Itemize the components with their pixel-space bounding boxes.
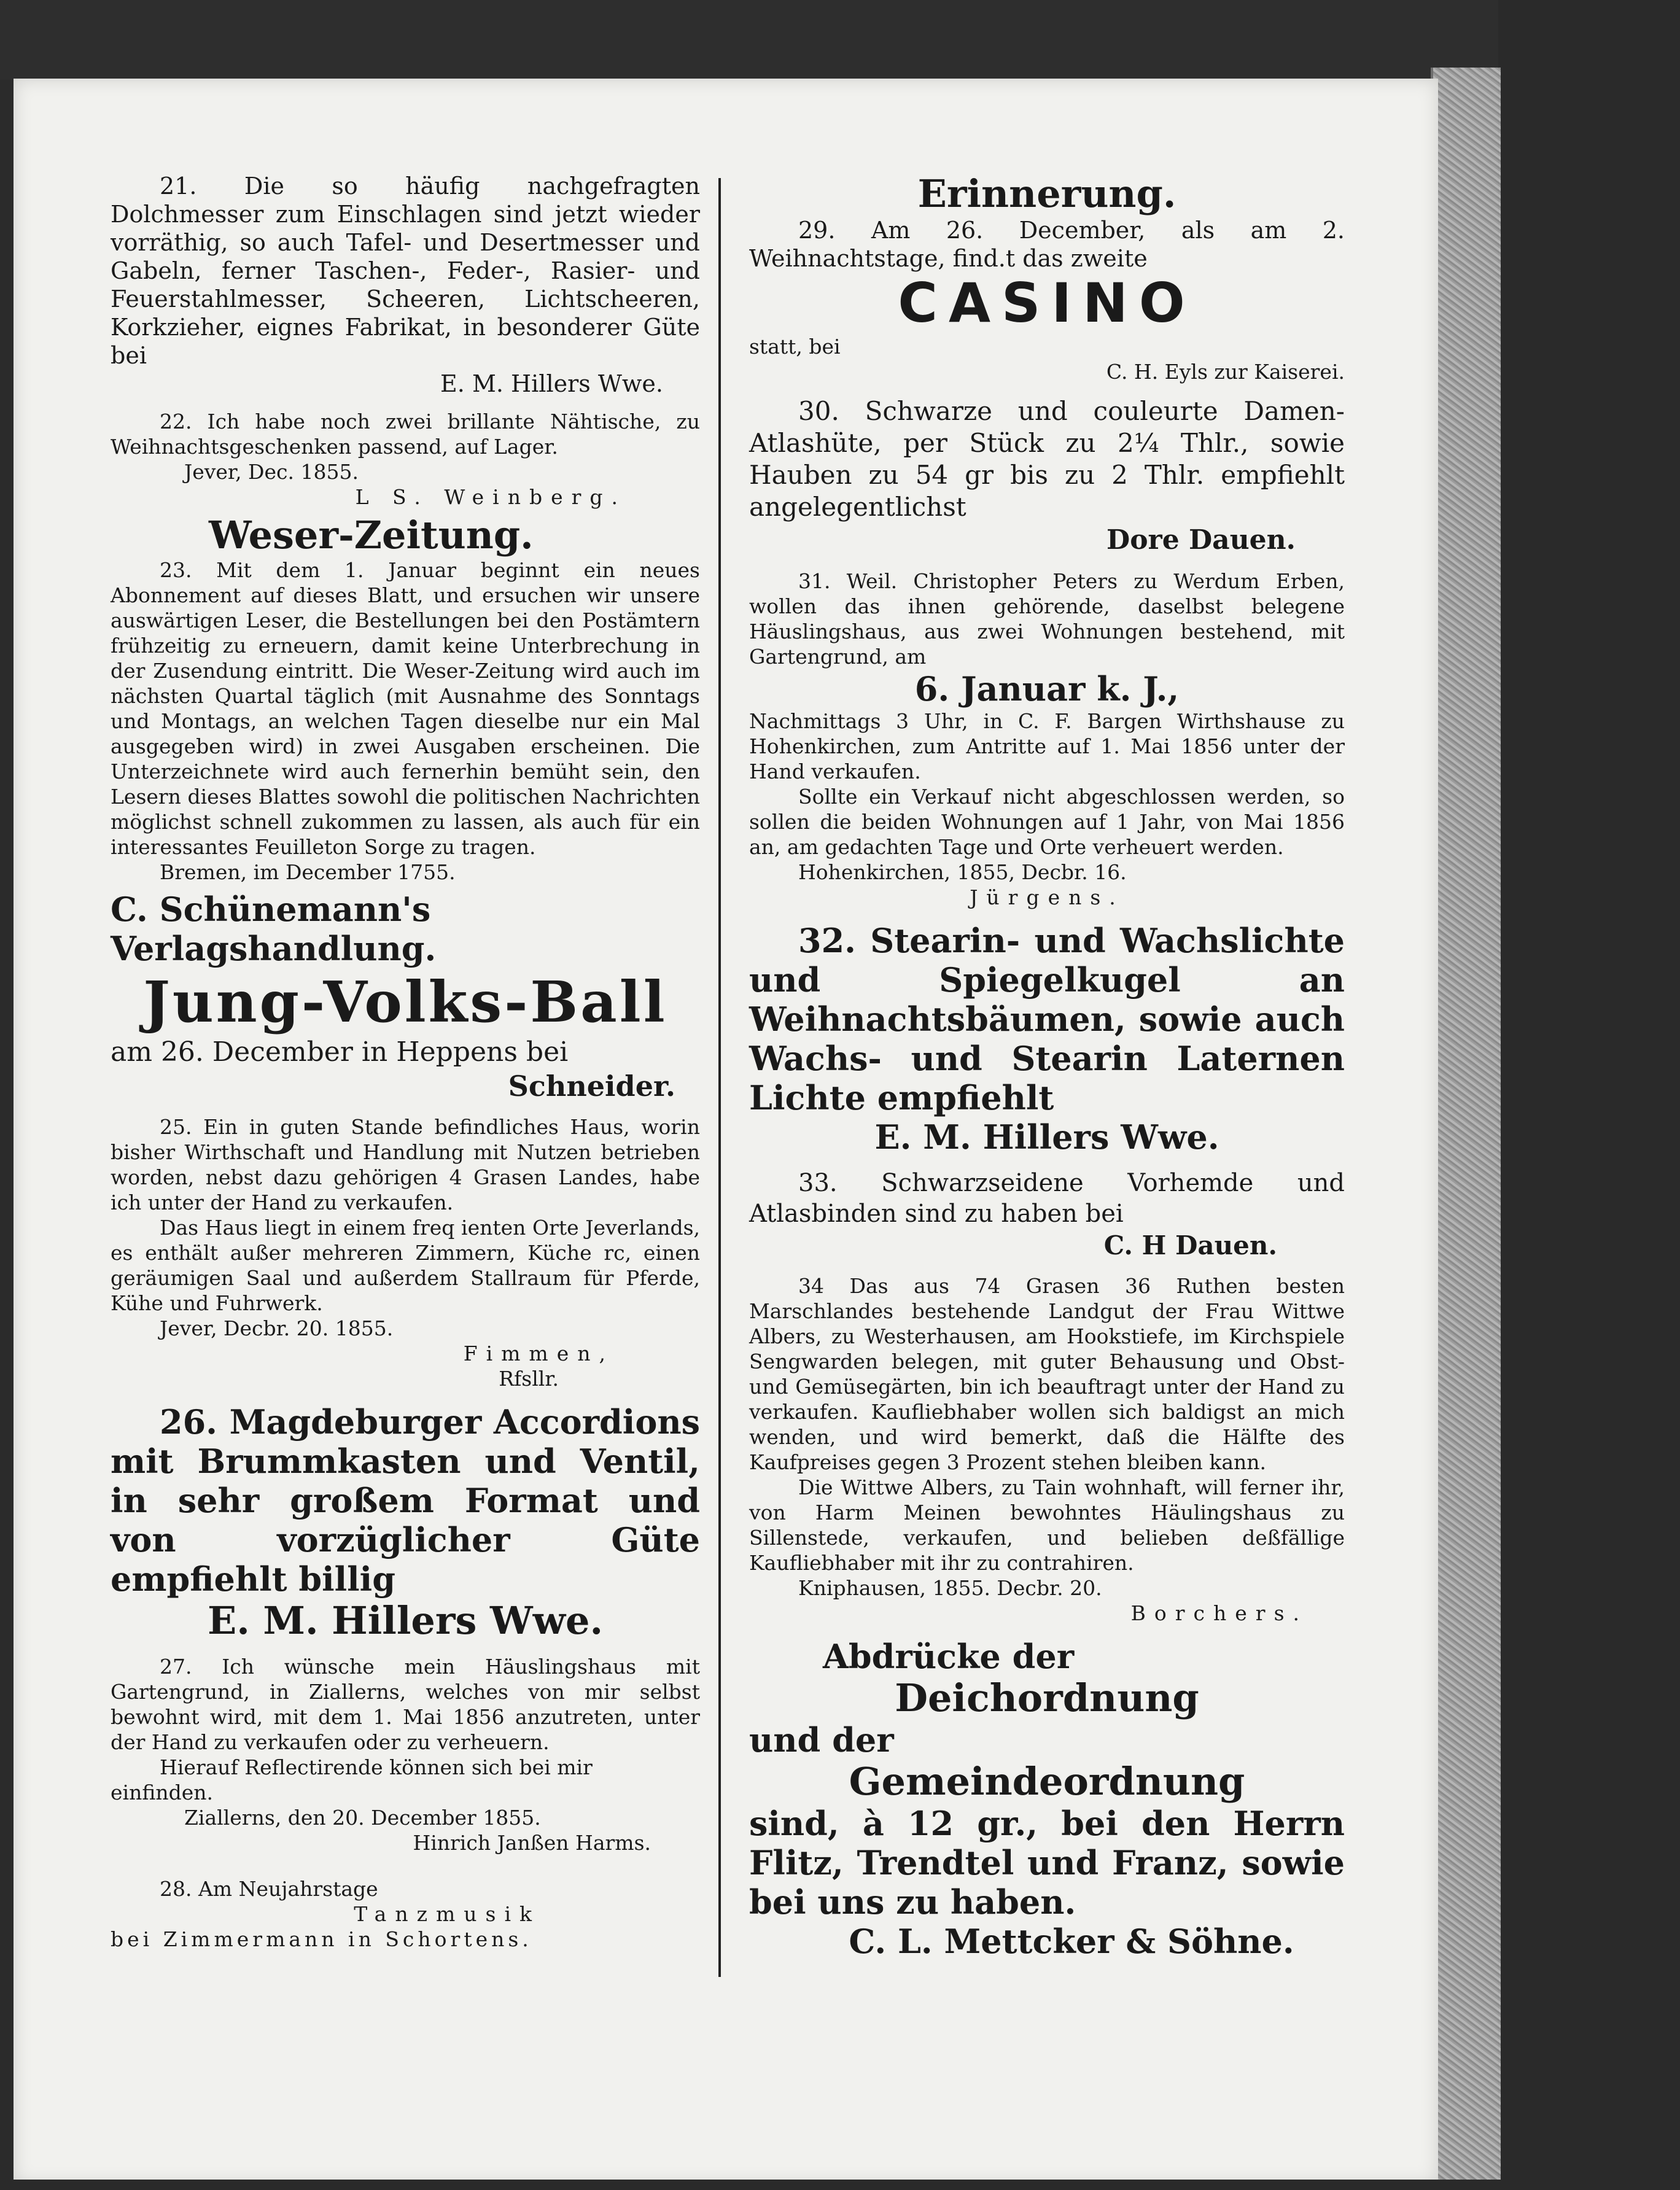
ad-23-signature: C. Schünemann's Verlagshandlung.	[111, 890, 437, 968]
ad-27-place: Ziallerns, den 20. December 1855.	[184, 1806, 541, 1830]
ad-27-signature: Hinrich Janßen Harms.	[413, 1831, 651, 1855]
jung-volks-ball-title: Jung-Volks-Ball	[143, 969, 667, 1035]
ad-28-tanzmusik: Tanzmusik	[354, 1902, 540, 1926]
ad-25-place: Jever, Decbr. 20. 1855.	[160, 1316, 394, 1340]
ad-25: 25. Ein in guten Stande befindliches Haus, worin bisher Wirthschaft und Handlung mit Nutzen betrieben worden, nebst dazu gehörigen 4 Grasen Landes, habe ich unter der Hand zu verkaufen.	[111, 1115, 700, 1214]
ad-22-place: Jever, Dec. 1855.	[184, 460, 359, 484]
ad-31-place: Hohenkirchen, 1855, Decbr. 16.	[798, 860, 1127, 884]
ad-32-signature: E. M. Hillers Wwe.	[874, 1117, 1219, 1157]
ad-23: 23. Mit dem 1. Januar beginnt ein neues Abonnement auf dieses Blatt, und ersuchen wir unsere auswärtigen Leser, die Bestellungen bei den Postämtern frühzeitig zu erneuern, damit keine Unterbrechung in der Zusendung eintritt. Die Weser-Zeitung wird auch im nächsten Quartal täglich (mit Ausnahme des Sonntags und Montags, an welchen Tagen dieselbe nur ein Mal ausgegeben wird) in zwei Ausgaben erscheinen. Die Unterzeichnete wird auch fernerhin bemüht sein, den Lesern dieses Blattes sowohl die politischen Nachrichten möglichst schnell zukommen zu lassen, als auch für ein interessantes Feuilleton Sorge zu tragen.	[111, 558, 700, 859]
deichordnung-title: Deichordnung	[895, 1676, 1199, 1720]
column-divider	[718, 178, 721, 1977]
weser-zeitung-title: Weser-Zeitung.	[209, 513, 534, 557]
ad-31-b: Nachmittags 3 Uhr, in C. F. Bargen Wirthshause zu Hohenkirchen, zum Antritte auf 1. Mai 1856 unter der Hand verkaufen.	[749, 709, 1345, 783]
ad-29-end: statt, bei	[749, 335, 841, 359]
ad-34-signature: Borchers.	[1130, 1601, 1308, 1625]
scan-background-right	[1498, 0, 1680, 2190]
ad-33-signature: C. H Dauen.	[1103, 1230, 1277, 1260]
ad-34-b: Die Wittwe Albers, zu Tain wohnhaft, will ferner ihr, von Harm Meinen bewohntes Häulingshaus zu Sillenstede, verkaufen, und belieben deßfällige Kaufliebhaber mit ihr zu contrahiren.	[749, 1475, 1345, 1575]
abdruecke-text: sind, à 12 gr., bei den Herrn Flitz, Trendtel und Franz, sowie bei uns zu haben.	[749, 1804, 1345, 1922]
ad-22-signature: L S. Weinberg.	[355, 485, 626, 509]
ad-28-location: bei Zimmermann in Schortens.	[111, 1927, 532, 1951]
ad-34-place: Kniphausen, 1855. Decbr. 20.	[798, 1576, 1102, 1600]
ball-signature: Schneider.	[508, 1070, 675, 1103]
ad-31-date: 6. Januar k. J.,	[914, 669, 1180, 709]
ad-28: 28. Am Neujahrstage	[160, 1877, 378, 1901]
book-cover-edge	[1431, 68, 1501, 2180]
ad-31-signature: Jürgens.	[970, 885, 1124, 909]
ad-30: 30. Schwarze und couleurte Damen-Atlashüte, per Stück zu 2¼ Thlr., sowie Hauben zu 54 gr bis zu 2 Thlr. empfiehlt angelegentlichst	[749, 396, 1345, 522]
ad-26-signature: E. M. Hillers Wwe.	[207, 1598, 604, 1643]
ad-32: 32. Stearin- und Wachslichte und Spiegelkugel an Weihnachtsbäumen, sowie auch Wachs- und Stearin Laternen Lichte empfiehlt	[749, 921, 1345, 1117]
ad-29-signature: C. H. Eyls zur Kaiserei.	[1106, 360, 1345, 384]
ad-21: 21. Die so häufig nachgefragten Dolchmesser zum Einschlagen sind jetzt wieder vorräthig, so auch Tafel- und Desertmesser und Gabeln, ferner Taschen-, Feder-, Rasier- und Feuerstahlmesser, Scheeren, Lichtscheeren, Korkzieher, eignes Fabrikat, in besonderer Güte bei	[111, 173, 700, 369]
scan-background-bottom	[0, 2180, 1680, 2190]
und-der-line: und der	[749, 1720, 894, 1760]
ad-25-signature-title: Rfsllr.	[499, 1367, 559, 1391]
ad-25-signature: Fimmen,	[463, 1342, 614, 1365]
left-column	[111, 172, 700, 1952]
scan-background	[0, 0, 1680, 80]
ad-33: 33. Schwarzseidene Vorhemde und Atlasbinden sind zu haben bei	[749, 1169, 1345, 1228]
ad-34: 34 Das aus 74 Grasen 36 Ruthen besten Marschlandes bestehende Landgut der Frau Wittwe Albers, zu Westerhausen, am Hookstiefe, im Kirchspiele Sengwarden belegen, mit guter Behausung und Obst- und Gemüsegärten, bin ich beauftragt unter der Hand zu verkaufen. Kaufliebhaber wollen sich baldigst an mich wenden, und wird bemerkt, daß die Hälfte des Kaufpreises gegen 3 Prozent stehen bleiben kann.	[749, 1274, 1345, 1474]
casino-title: CASINO	[898, 271, 1196, 335]
right-column	[749, 172, 1345, 1961]
abdruecke-line: Abdrücke der	[823, 1637, 1075, 1676]
ad-31-c: Sollte ein Verkauf nicht abgeschlossen werden, so sollen die beiden Wohnungen auf 1 Jahr, von Mai 1856 an, am gedachten Tage und Orte verheuert werden.	[749, 785, 1345, 859]
ball-line: am 26. December in Heppens bei	[111, 1036, 569, 1068]
ad-27: 27. Ich wünsche mein Häuslingshaus mit Gartengrund, in Ziallerns, welches von mir selbst bewohnt wird, mit dem 1. Mai 1856 anzutreten, unter der Hand zu verkaufen oder zu verheuern.	[111, 1655, 700, 1754]
ad-23-place: Bremen, im December 1755.	[160, 860, 456, 884]
ad-30-signature: Dore Dauen.	[1106, 524, 1296, 556]
erinnerung-title: Erinnerung.	[917, 171, 1176, 216]
ad-26: 26. Magdeburger Accordions mit Brummkasten und Ventil, in sehr großem Format und von vorzüglicher Güte empfiehlt billig	[111, 1402, 700, 1599]
ad-25-b: Das Haus liegt in einem freq ienten Orte Jeverlands, es enthält außer mehreren Zimmern, Küche rc, einen geräumigen Saal und außerdem Stallraum für Pferde, Kühe und Fuhrwerk.	[111, 1216, 700, 1315]
ad-27-b: Hierauf Reflectirende können sich bei mir einfinden.	[111, 1755, 593, 1804]
ad-22: 22. Ich habe noch zwei brillante Nähtische, zu Weihnachtsgeschenken passend, auf Lager.	[111, 410, 700, 459]
gemeindeordnung-title: Gemeindeordnung	[849, 1759, 1245, 1804]
ad-31: 31. Weil. Christopher Peters zu Werdum Erben, wollen das ihnen gehörende, daselbst belegene Häuslingshaus, aus zwei Wohnungen bestehend, mit Gartengrund, am	[749, 569, 1345, 669]
ad-29: 29. Am 26. December, als am 2. Weihnachtstage, find.t das zweite	[749, 217, 1345, 272]
abdruecke-signature: C. L. Mettcker & Söhne.	[849, 1922, 1294, 1961]
ad-21-signature: E. M. Hillers Wwe.	[440, 370, 663, 397]
